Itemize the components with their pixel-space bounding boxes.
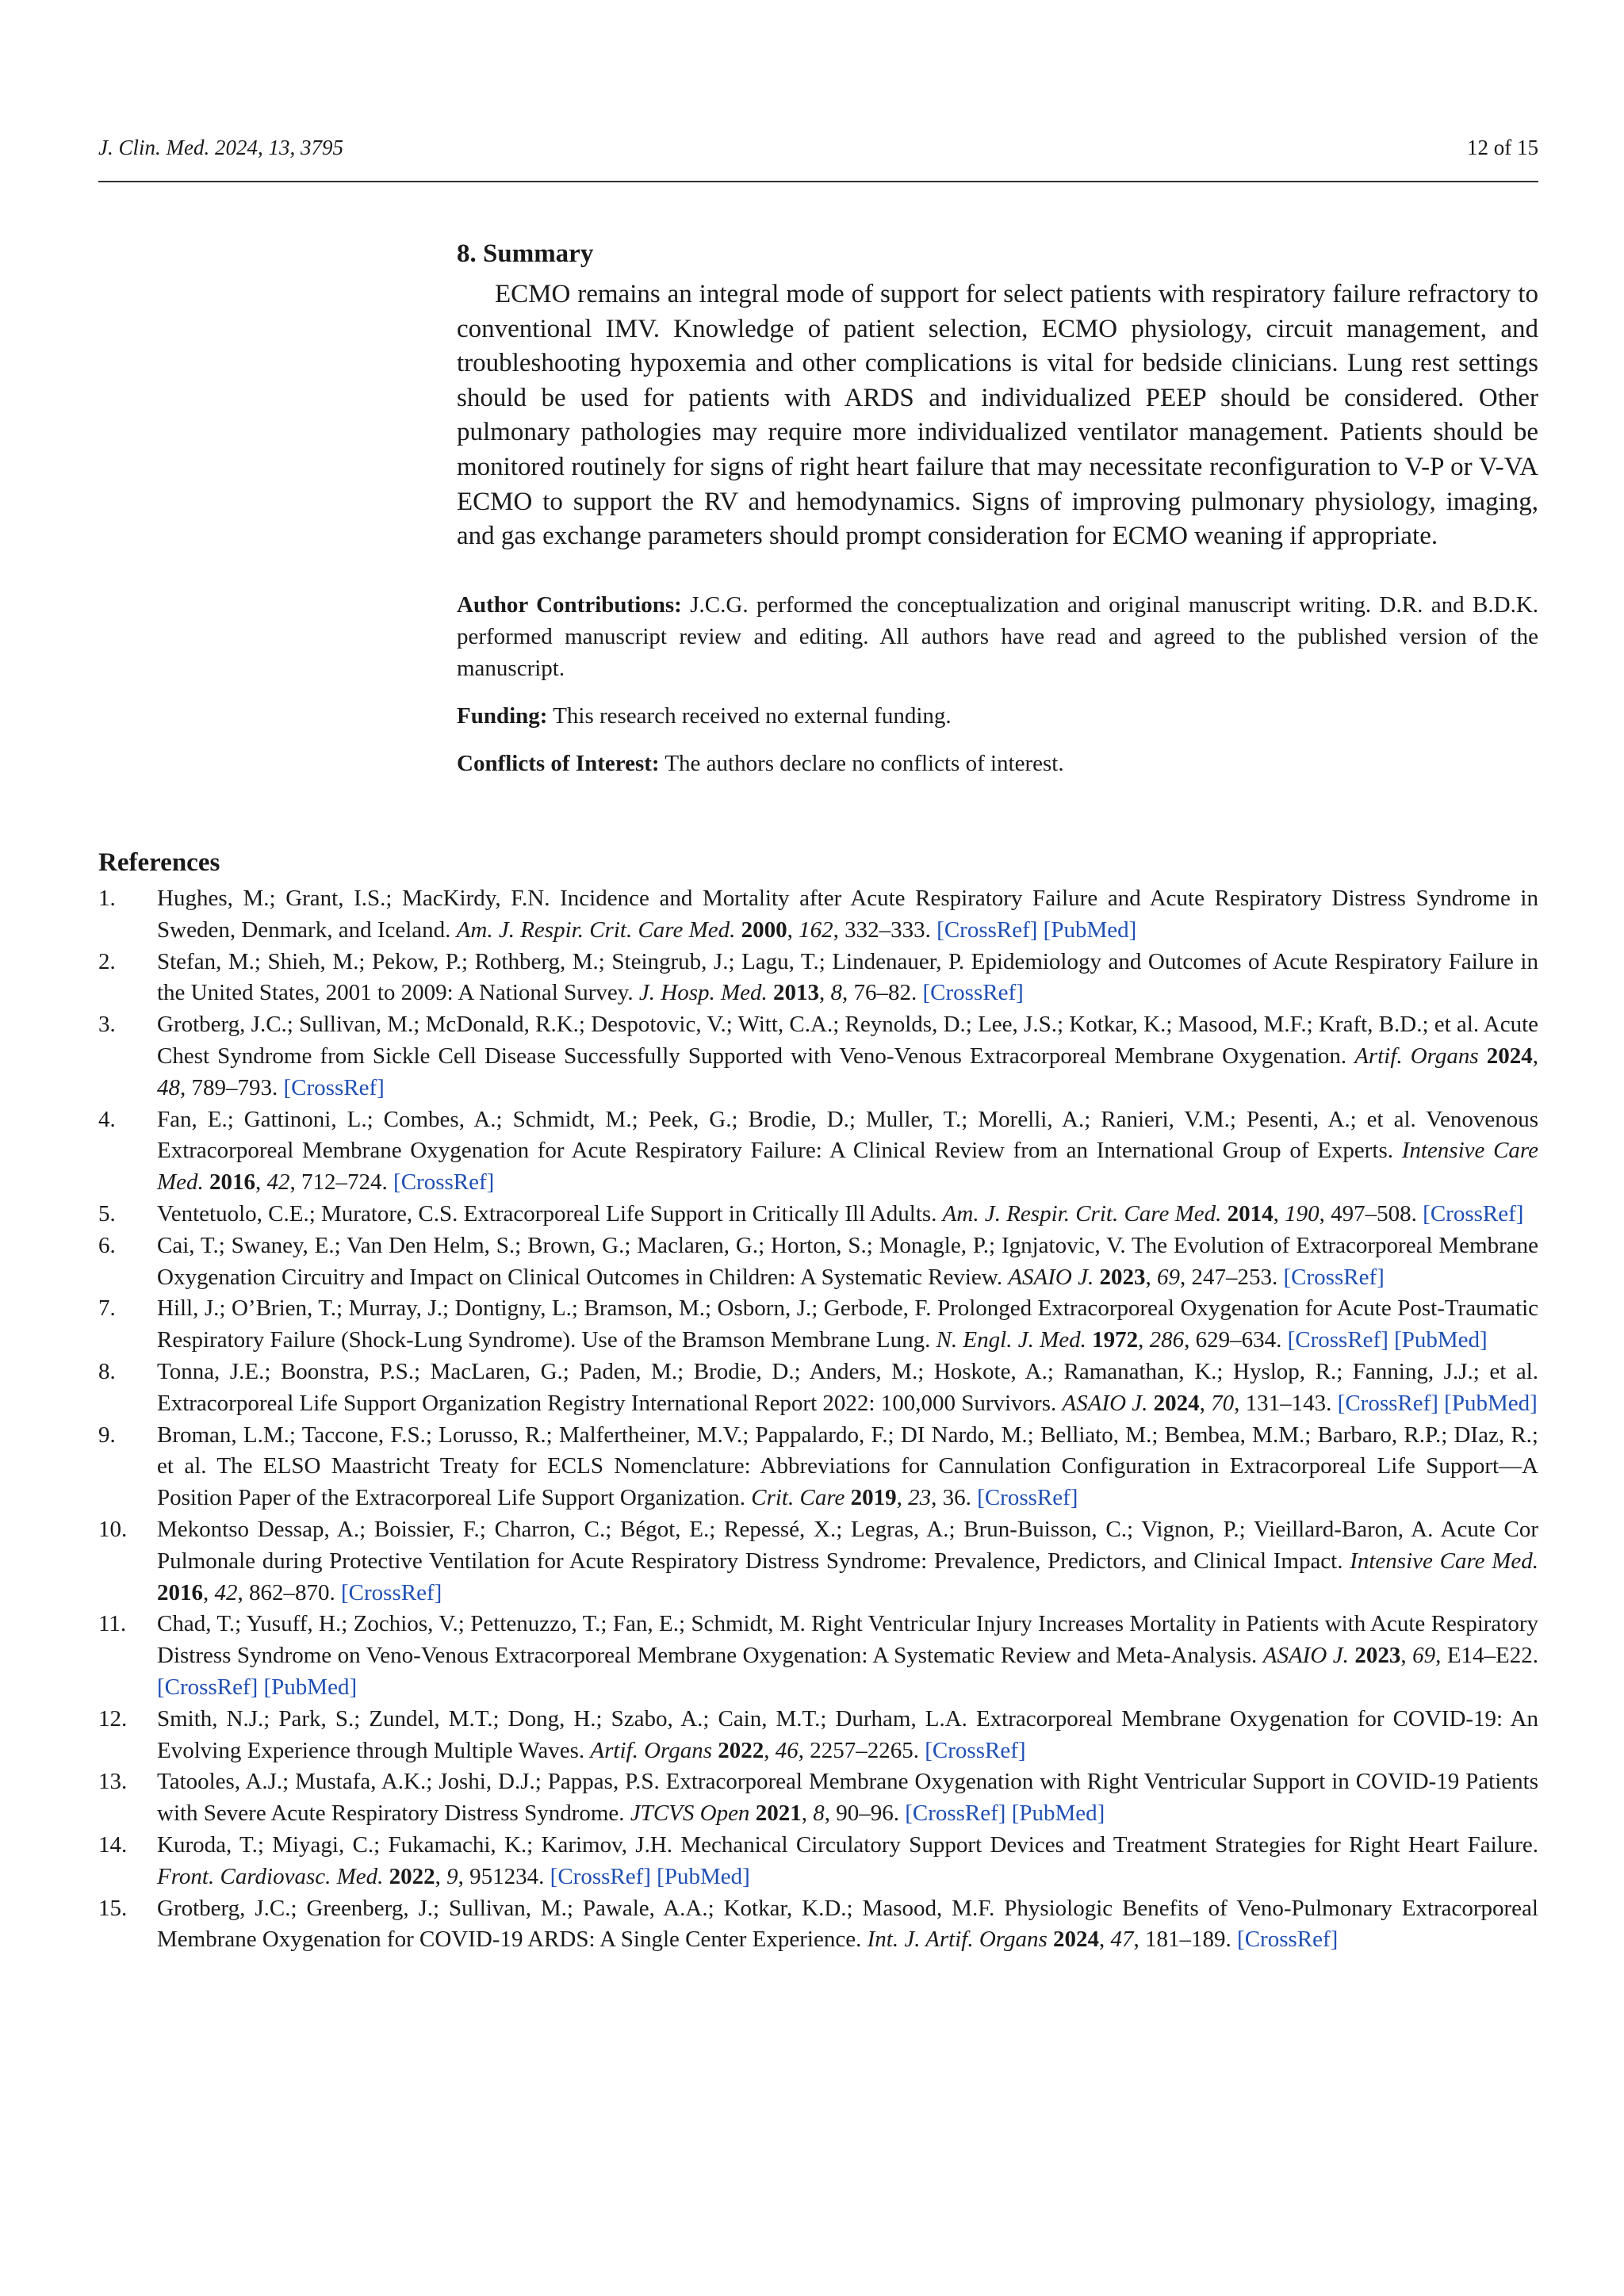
reference-pages: 131–143.: [1245, 1390, 1332, 1416]
reference-pages: 951234.: [469, 1863, 545, 1889]
reference-pages: 629–634.: [1195, 1327, 1282, 1353]
crossref-link[interactable]: [CrossRef]: [925, 1737, 1026, 1763]
reference-number: 11.: [98, 1611, 127, 1637]
reference-item: 5. Ventetuolo, C.E.; Muratore, C.S. Extracorporeal Life Support in Critically Ill Adults. Am. J. Respir. Crit. Care Med. 2014, 190, 497–508. [CrossRef]: [98, 1199, 1538, 1230]
reference-item: 3. Grotberg, J.C.; Sullivan, M.; McDonald, R.K.; Despotovic, V.; Witt, C.A.; Reynolds, D.; Lee, J.S.; Kotkar, K.; Masood, M.F.; Kraft, B.D.; et al. Acute Chest Syndrome from Sickle Cell Disease Successfully Supported with Veno-Venous Extracorporeal Membrane Oxygenation. Artif. Organs 2024, 48, 789–793. [CrossRef]: [98, 1009, 1538, 1104]
reference-year: 2023: [1354, 1643, 1401, 1669]
reference-year: 2013: [773, 980, 820, 1006]
reference-volume: 69: [1412, 1643, 1436, 1669]
reference-item: 11. Chad, T.; Yusuff, H.; Zochios, V.; Pettenuzzo, T.; Fan, E.; Schmidt, M. Right Ventricular Injury Increases Mortality in Patients with Acute Respiratory Distress Syndrome on Veno-Venous Extracorporeal Membrane Oxygenation: A Systematic Review and Meta-Analysis. ASAIO J. 2023, 69, E14–E22. [CrossRef] [PubMed]: [98, 1609, 1538, 1703]
reference-volume: 286: [1149, 1327, 1185, 1353]
reference-volume: 46: [775, 1737, 799, 1763]
reference-number: 1.: [98, 886, 116, 911]
conflicts-statement: [457, 748, 1538, 779]
funding-statement: [457, 700, 1538, 732]
crossref-link[interactable]: [CrossRef]: [393, 1169, 495, 1196]
reference-number: 13.: [98, 1769, 128, 1795]
crossref-link[interactable]: [CrossRef]: [905, 1800, 1006, 1827]
reference-number: 6.: [98, 1232, 116, 1258]
pubmed-link[interactable]: [PubMed]: [263, 1674, 358, 1700]
reference-journal: Am. J. Respir. Crit. Care Med.: [456, 916, 736, 943]
reference-pages: 76–82.: [853, 980, 917, 1006]
reference-authors-title: Chad, T.; Yusuff, H.; Zochios, V.; Pettenuzzo, T.; Fan, E.; Schmidt, M. Right Ventricular Injury Increases Mortality in Patients with Acute Respiratory Distress Syndrome on Veno-Venous Extracorporeal Membrane Oxygenation: A Systematic Review and Meta-Analysis.: [157, 1611, 1538, 1669]
references-section: [98, 845, 1538, 1956]
reference-pages: 712–724.: [301, 1169, 388, 1196]
crossref-link[interactable]: [CrossRef]: [936, 916, 1038, 943]
reference-pages: 90–96.: [836, 1800, 899, 1827]
crossref-link[interactable]: [CrossRef]: [1287, 1327, 1388, 1353]
pubmed-link[interactable]: [PubMed]: [1394, 1327, 1488, 1353]
reference-number: 15.: [98, 1895, 128, 1921]
crossref-link[interactable]: [CrossRef]: [922, 980, 1024, 1006]
crossref-link[interactable]: [CrossRef]: [157, 1674, 259, 1700]
reference-item: 4. Fan, E.; Gattinoni, L.; Combes, A.; Schmidt, M.; Peek, G.; Brodie, D.; Muller, T.; Morelli, A.; Ranieri, V.M.; Pesenti, A.; et al. Venovenous Extracorporeal Membrane Oxygenation for Acute Respiratory Failure: A Clinical Review from an International Group of Experts. Intensive Care Med. 2016, 42, 712–724. [CrossRef]: [98, 1104, 1538, 1199]
reference-number: 14.: [98, 1831, 128, 1858]
reference-volume: 162: [799, 916, 833, 943]
reference-year: 2022: [389, 1863, 435, 1889]
reference-authors-title: Fan, E.; Gattinoni, L.; Combes, A.; Schmidt, M.; Peek, G.; Brodie, D.; Muller, T.; Morelli, A.; Ranieri, V.M.; Pesenti, A.; et al. Venovenous Extracorporeal Membrane Oxygenation for Acute Respiratory Failure: A Clinical Review from an International Group of Experts.: [157, 1106, 1538, 1164]
reference-item: 13. Tatooles, A.J.; Mustafa, A.K.; Joshi, D.J.; Pappas, P.S. Extracorporeal Membrane Oxygenation with Right Ventricular Support in COVID-19 Patients with Severe Acute Respiratory Distress Syndrome. JTCVS Open 2021, 8, 90–96. [CrossRef] [PubMed]: [98, 1766, 1538, 1830]
pubmed-link[interactable]: [PubMed]: [1444, 1390, 1538, 1416]
reference-journal: ASAIO J.: [1262, 1643, 1349, 1669]
reference-authors-title: Tonna, J.E.; Boonstra, P.S.; MacLaren, G.; Paden, M.; Brodie, D.; Anders, M.; Hoskote, A.; Ramanathan, K.; Hyslop, R.; Fanning, J.J.; et al. Extracorporeal Life Support Organization Registry International Report 2022: 100,000 Survivors.: [157, 1358, 1538, 1416]
reference-item: 1. Hughes, M.; Grant, I.S.; MacKirdy, F.N. Incidence and Mortality after Acute Respiratory Failure and Acute Respiratory Distress Syndrome in Sweden, Denmark, and Iceland. Am. J. Respir. Crit. Care Med. 2000, 162, 332–333. [CrossRef] [PubMed]: [98, 883, 1538, 947]
reference-number: 9.: [98, 1422, 116, 1448]
main-content: [457, 236, 1538, 779]
reference-number: 3.: [98, 1012, 116, 1038]
crossref-link[interactable]: [CrossRef]: [341, 1579, 442, 1605]
funding-label: Funding:: [457, 702, 548, 729]
reference-authors-title: Smith, N.J.; Park, S.; Zundel, M.T.; Dong, H.; Szabo, A.; Cain, M.T.; Durham, L.A. Extracorporeal Membrane Oxygenation for COVID-19: An Evolving Experience through Multiple Waves.: [157, 1705, 1538, 1763]
reference-authors-title: Ventetuolo, C.E.; Muratore, C.S. Extracorporeal Life Support in Critically Ill Adults.: [157, 1200, 937, 1226]
reference-authors-title: Cai, T.; Swaney, E.; Van Den Helm, S.; Brown, G.; Maclaren, G.; Horton, S.; Monagle, P.; Ignjatovic, V. The Evolution of Extracorporeal Membrane Oxygenation Circuitry and Impact on Clinical Outcomes in Children: A Systematic Review.: [157, 1232, 1538, 1290]
conflicts-text: The authors declare no conflicts of interest.: [665, 750, 1064, 776]
reference-number: 2.: [98, 948, 116, 974]
reference-volume: 8: [813, 1800, 825, 1827]
crossref-link[interactable]: [CrossRef]: [1423, 1200, 1524, 1226]
crossref-link[interactable]: [CrossRef]: [550, 1863, 651, 1889]
summary-paragraph: ECMO remains an integral mode of support for select patients with respiratory failure refractory to conventional IMV. Knowledge of patient selection, ECMO physiology, circuit management, and troubleshooting hypoxemia and other complications is vital for bedside clinicians. Lung rest settings should be used for patients with ARDS and individualized PEEP should be considered. Other pulmonary pathologies may require more individualized ventilator management. Patients should be monitored routinely for signs of right heart failure that may necessitate reconfiguration to V-P or V-VA ECMO to support the RV and hemodynamics. Signs of improving pulmonary physiology, imaging, and gas exchange parameters should prompt consideration for ECMO weaning if appropriate.: [457, 280, 1538, 551]
reference-journal: Am. J. Respir. Crit. Care Med.: [942, 1200, 1222, 1226]
reference-journal: ASAIO J.: [1062, 1390, 1148, 1416]
reference-journal: ASAIO J.: [1008, 1264, 1094, 1290]
reference-volume: 9: [446, 1863, 458, 1889]
crossref-link[interactable]: [CrossRef]: [1337, 1390, 1438, 1416]
reference-volume: 190: [1285, 1200, 1320, 1226]
author-contributions: [457, 589, 1538, 684]
reference-journal: N. Engl. J. Med.: [936, 1327, 1086, 1353]
crossref-link[interactable]: [CrossRef]: [1283, 1264, 1385, 1290]
reference-volume: 48: [157, 1074, 180, 1100]
reference-item: 9. Broman, L.M.; Taccone, F.S.; Lorusso, R.; Malfertheiner, M.V.; Pappalardo, F.; DI Nardo, M.; Belliato, M.; Bembea, M.M.; Barbaro, R.P.; DIaz, R.; et al. The ELSO Maastricht Treaty for ECLS Nomenclature: Abbreviations for Cannulation Configuration in Extracorporeal Life Support—A Position Paper of the Extracorporeal Life Support Organization. Crit. Care 2019, 23, 36. [CrossRef]: [98, 1420, 1538, 1514]
reference-item: 12. Smith, N.J.; Park, S.; Zundel, M.T.; Dong, H.; Szabo, A.; Cain, M.T.; Durham, L.A. Extracorporeal Membrane Oxygenation for COVID-19: An Evolving Experience through Multiple Waves. Artif. Organs 2022, 46, 2257–2265. [CrossRef]: [98, 1704, 1538, 1767]
reference-year: 2024: [1153, 1390, 1200, 1416]
reference-authors-title: Grotberg, J.C.; Sullivan, M.; McDonald, R.K.; Despotovic, V.; Witt, C.A.; Reynolds, D.; Lee, J.S.; Kotkar, K.; Masood, M.F.; Kraft, B.D.; et al. Acute Chest Syndrome from Sickle Cell Disease Successfully Supported with Veno-Venous Extracorporeal Membrane Oxygenation.: [157, 1012, 1538, 1069]
reference-journal: Artif. Organs: [590, 1737, 713, 1763]
author-contributions-text: J.C.G. performed the conceptualization and original manuscript writing. D.R. and B.D.K. performed manuscript review and editing. All authors have read and agreed to the published version of the manuscript.: [457, 591, 1539, 681]
reference-journal: Front. Cardiovasc. Med.: [157, 1863, 384, 1889]
reference-year: 2021: [755, 1800, 802, 1827]
reference-volume: 42: [214, 1579, 238, 1605]
reference-pages: E14–E22.: [1446, 1643, 1539, 1669]
pubmed-link[interactable]: [PubMed]: [1011, 1800, 1105, 1827]
reference-pages: 497–508.: [1331, 1200, 1417, 1226]
reference-pages: 36.: [942, 1485, 971, 1511]
funding-text: This research received no external funding.: [553, 702, 952, 729]
reference-number: 4.: [98, 1106, 116, 1132]
reference-item: 15. Grotberg, J.C.; Greenberg, J.; Sullivan, M.; Pawale, A.A.; Kotkar, K.D.; Masood, M.F. Physiologic Benefits of Veno-Pulmonary Extracorporeal Membrane Oxygenation for COVID-19 ARDS: A Single Center Experience. Int. J. Artif. Organs 2024, 47, 181–189. [CrossRef]: [98, 1893, 1538, 1957]
author-contributions-label: Author Contributions:: [457, 591, 682, 618]
reference-pages: 2257–2265.: [810, 1737, 920, 1763]
reference-number: 8.: [98, 1358, 116, 1384]
pubmed-link[interactable]: [PubMed]: [1043, 916, 1137, 943]
reference-pages: 862–870.: [249, 1579, 335, 1605]
reference-journal: Crit. Care: [751, 1485, 845, 1511]
reference-item: 14. Kuroda, T.; Miyagi, C.; Fukamachi, K.; Karimov, J.H. Mechanical Circulatory Support Devices and Treatment Strategies for Right Heart Failure. Front. Cardiovasc. Med. 2022, 9, 951234. [CrossRef] [PubMed]: [98, 1830, 1538, 1893]
reference-year: 2019: [850, 1485, 897, 1511]
reference-item: 8. Tonna, J.E.; Boonstra, P.S.; MacLaren, G.; Paden, M.; Brodie, D.; Anders, M.; Hoskote, A.; Ramanathan, K.; Hyslop, R.; Fanning, J.J.; et al. Extracorporeal Life Support Organization Registry International Report 2022: 100,000 Survivors. ASAIO J. 2024, 70, 131–143. [CrossRef] [PubMed]: [98, 1357, 1538, 1420]
page-number: 12 of 15: [1467, 136, 1538, 159]
reference-year: 1972: [1092, 1327, 1139, 1353]
reference-pages: 247–253.: [1191, 1264, 1278, 1290]
reference-number: 10.: [98, 1516, 128, 1542]
reference-volume: 42: [266, 1169, 290, 1196]
reference-journal: J. Hosp. Med.: [638, 980, 768, 1006]
reference-item: 6. Cai, T.; Swaney, E.; Van Den Helm, S.; Brown, G.; Maclaren, G.; Horton, S.; Monagle, P.; Ignjatovic, V. The Evolution of Extracorporeal Membrane Oxygenation Circuitry and Impact on Clinical Outcomes in Children: A Systematic Review. ASAIO J. 2023, 69, 247–253. [CrossRef]: [98, 1230, 1538, 1294]
reference-volume: 8: [830, 980, 843, 1006]
summary-heading: 8. Summary: [457, 239, 594, 268]
reference-year: 2024: [1053, 1927, 1100, 1953]
reference-authors-title: Hill, J.; O’Brien, T.; Murray, J.; Dontigny, L.; Bramson, M.; Osborn, J.; Gerbode, F. Prolonged Extracorporeal Oxygenation for Acute Post-Traumatic Respiratory Failure (Shock-Lung Syndrome). Use of the Bramson Membrane Lung.: [157, 1295, 1538, 1353]
reference-item: 2. Stefan, M.; Shieh, M.; Pekow, P.; Rothberg, M.; Steingrub, J.; Lagu, T.; Lindenauer, P. Epidemiology and Outcomes of Acute Respiratory Failure in the United States, 2001 to 2009: A National Survey. J. Hosp. Med. 2013, 8, 76–82. [CrossRef]: [98, 947, 1538, 1010]
reference-journal: Intensive Care Med.: [157, 1138, 1538, 1196]
reference-pages: 332–333.: [845, 916, 931, 943]
reference-authors-title: Hughes, M.; Grant, I.S.; MacKirdy, F.N. Incidence and Mortality after Acute Respiratory Failure and Acute Respiratory Distress Syndrome in Sweden, Denmark, and Iceland.: [157, 886, 1538, 943]
reference-journal: Intensive Care Med.: [1350, 1548, 1539, 1574]
reference-pages: 789–793.: [191, 1074, 278, 1100]
reference-item: 10. Mekontso Dessap, A.; Boissier, F.; Charron, C.; Bégot, E.; Repessé, X.; Legras, A.; Brun-Buisson, C.; Vignon, P.; Vieillard-Baron, A. Acute Cor Pulmonale during Protective Ventilation for Acute Respiratory Distress Syndrome: Prevalence, Predictors, and Clinical Impact. Intensive Care Med. 2016, 42, 862–870. [CrossRef]: [98, 1514, 1538, 1609]
reference-volume: 47: [1110, 1927, 1134, 1953]
crossref-link[interactable]: [CrossRef]: [283, 1074, 385, 1100]
reference-year: 2022: [718, 1737, 764, 1763]
reference-number: 5.: [98, 1200, 116, 1226]
reference-authors-title: Stefan, M.; Shieh, M.; Pekow, P.; Rothberg, M.; Steingrub, J.; Lagu, T.; Lindenauer, P. Epidemiology and Outcomes of Acute Respiratory Failure in the United States, 2001 to 2009: A National Survey.: [157, 948, 1538, 1006]
reference-authors-title: Mekontso Dessap, A.; Boissier, F.; Charron, C.; Bégot, E.; Repessé, X.; Legras, A.; Brun-Buisson, C.; Vignon, P.; Vieillard-Baron, A. Acute Cor Pulmonale during Protective Ventilation for Acute Respiratory Distress Syndrome: Prevalence, Predictors, and Clinical Impact.: [157, 1516, 1538, 1574]
conflicts-label: Conflicts of Interest:: [457, 750, 660, 776]
reference-authors-title: Tatooles, A.J.; Mustafa, A.K.; Joshi, D.J.; Pappas, P.S. Extracorporeal Membrane Oxygenation with Right Ventricular Support in COVID-19 Patients with Severe Acute Respiratory Distress Syndrome.: [157, 1769, 1538, 1827]
references-list: [98, 883, 1538, 1956]
header-divider: [98, 181, 1538, 182]
reference-journal: Int. J. Artif. Organs: [867, 1927, 1048, 1953]
references-heading: References: [98, 848, 220, 877]
reference-year: 2000: [741, 916, 787, 943]
reference-volume: 70: [1211, 1390, 1235, 1416]
pubmed-link[interactable]: [PubMed]: [657, 1863, 750, 1889]
reference-year: 2023: [1099, 1264, 1146, 1290]
journal-citation: J. Clin. Med. 2024, 13, 3795: [98, 136, 343, 159]
reference-authors-title: Grotberg, J.C.; Greenberg, J.; Sullivan, M.; Pawale, A.A.; Kotkar, K.D.; Masood, M.F. Physiologic Benefits of Veno-Pulmonary Extracorporeal Membrane Oxygenation for COVID-19 ARDS: A Single Center Experience.: [157, 1895, 1538, 1953]
reference-year: 2014: [1227, 1200, 1274, 1226]
crossref-link[interactable]: [CrossRef]: [977, 1485, 1078, 1511]
reference-pages: 181–189.: [1145, 1927, 1231, 1953]
reference-authors-title: Kuroda, T.; Miyagi, C.; Fukamachi, K.; Karimov, J.H. Mechanical Circulatory Support Devices and Treatment Strategies for Right Heart Failure.: [157, 1831, 1538, 1858]
reference-volume: 69: [1157, 1264, 1180, 1290]
reference-journal: JTCVS Open: [630, 1800, 750, 1827]
reference-authors-title: Broman, L.M.; Taccone, F.S.; Lorusso, R.; Malfertheiner, M.V.; Pappalardo, F.; DI Nardo, M.; Belliato, M.; Bembea, M.M.; Barbaro, R.P.; DIaz, R.; et al. The ELSO Maastricht Treaty for ECLS Nomenclature: Abbreviations for Cannulation Configuration in Extracorporeal Life Support—A Position Paper of the Extracorporeal Life Support Organization.: [157, 1422, 1538, 1511]
reference-year: 2016: [157, 1579, 203, 1605]
reference-number: 7.: [98, 1295, 116, 1322]
reference-item: 7. Hill, J.; O’Brien, T.; Murray, J.; Dontigny, L.; Bramson, M.; Osborn, J.; Gerbode, F. Prolonged Extracorporeal Oxygenation for Acute Post-Traumatic Respiratory Failure (Shock-Lung Syndrome). Use of the Bramson Membrane Lung. N. Engl. J. Med. 1972, 286, 629–634. [CrossRef] [PubMed]: [98, 1293, 1538, 1357]
reference-year: 2024: [1486, 1043, 1533, 1069]
crossref-link[interactable]: [CrossRef]: [1237, 1927, 1339, 1953]
reference-number: 12.: [98, 1705, 128, 1732]
reference-year: 2016: [209, 1169, 256, 1196]
reference-volume: 23: [908, 1485, 932, 1511]
reference-journal: Artif. Organs: [1354, 1043, 1479, 1069]
